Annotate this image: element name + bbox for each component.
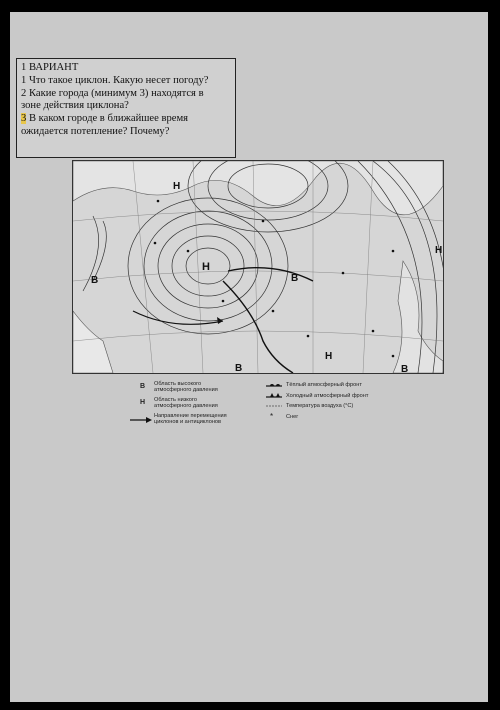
legend-low-line-2: атмосферного давления: [154, 403, 218, 410]
question-2-line-1: 2 Какие города (минимум 3) находятся в: [21, 87, 204, 99]
legend-direction-text: [154, 413, 227, 425]
temperature-icon: [266, 403, 282, 408]
low-pressure-center: Н: [202, 261, 210, 273]
legend-direction-arrow-icon: [130, 417, 152, 423]
legend-temperature: Температура воздуха (°С): [286, 403, 354, 409]
pacific-coast: [393, 261, 443, 373]
legend-cold-front: Холодный атмосферный фронт: [286, 393, 369, 399]
high-pressure-southeast: В: [401, 364, 409, 373]
high-pressure-center: В: [291, 273, 299, 284]
snow-icon: *: [270, 412, 274, 421]
question-3-line-2: ожидается потепление? Почему?: [21, 125, 170, 137]
movement-arrowhead: [217, 317, 223, 324]
legend-high-symbol: В: [140, 383, 146, 390]
weather-map: [72, 160, 444, 374]
weather-map-svg: [73, 161, 443, 373]
question-2-line-2: зоне действия циклона?: [21, 100, 129, 112]
legend-direction-line-1: Направление перемещения: [154, 413, 227, 419]
variant-title: 1 ВАРИАНТ: [21, 62, 79, 73]
legend-low-line-1: Область низкого: [154, 397, 197, 403]
movement-arrow: [133, 311, 223, 324]
question-1: 1 Что такое циклон. Какую несет погоду?: [21, 74, 209, 86]
cold-front: [223, 281, 293, 373]
legend-direction-line-2: циклонов и антициклонов: [154, 419, 222, 426]
question-3-line-1: [21, 113, 231, 126]
low-pressure-south: Н: [325, 351, 333, 362]
city-dots: [154, 200, 395, 358]
warm-front-icon: [266, 382, 282, 387]
high-pressure-west: В: [91, 275, 99, 286]
question-3-text: В каком городе в ближайшее время: [26, 113, 189, 125]
high-pressure-south: В: [235, 363, 243, 373]
legend-high-line-1: Область высокого: [154, 381, 202, 387]
question-3-number: 3: [21, 113, 27, 125]
legend-low-text: [154, 397, 218, 409]
legend-high-line-2: атмосферного давления: [154, 387, 218, 394]
question-box: [16, 58, 236, 158]
arctic-ocean: [73, 161, 443, 215]
legend-high-text: [154, 381, 218, 393]
legend-warm-front: Тёплый атмосферный фронт: [286, 382, 362, 388]
sea-region: [73, 311, 113, 373]
cold-front-icon: [266, 393, 282, 398]
map-legend: [120, 368, 370, 428]
legend-snow: Снег: [286, 414, 299, 420]
legend-low-symbol: Н: [140, 399, 146, 406]
low-pressure-east: Н: [435, 245, 443, 256]
low-pressure-north: Н: [173, 181, 181, 192]
